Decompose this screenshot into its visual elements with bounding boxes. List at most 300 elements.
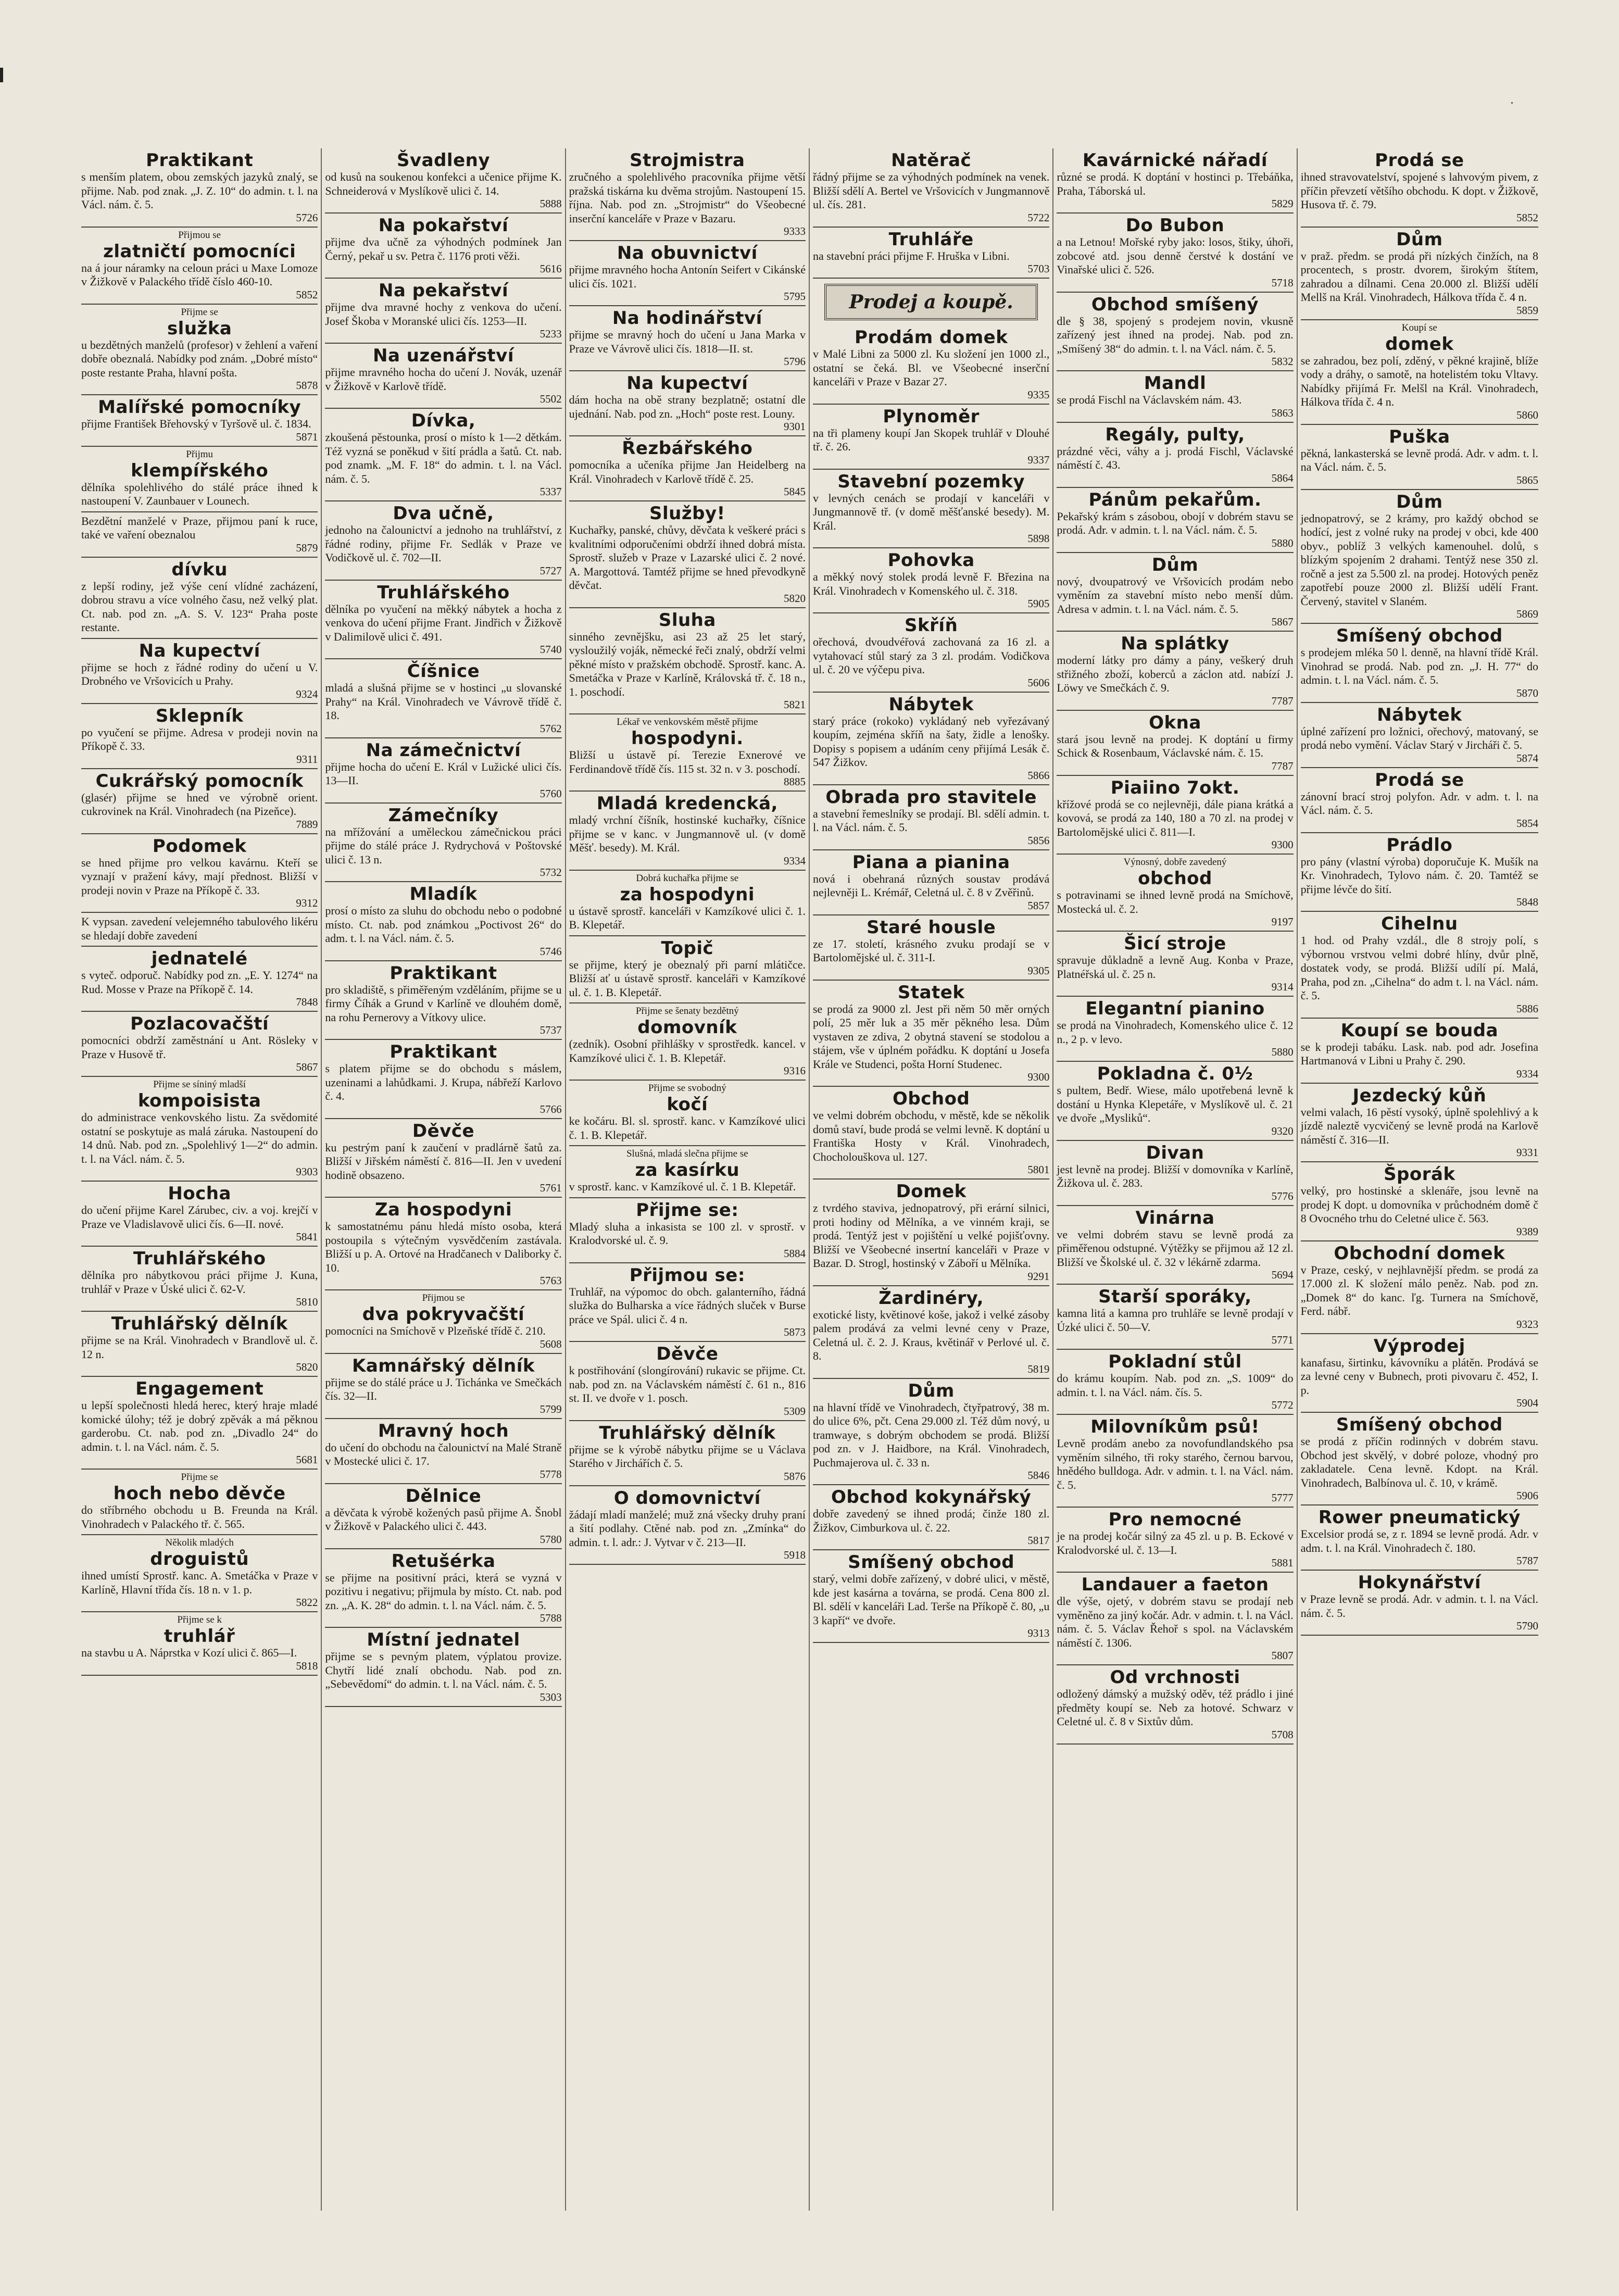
ad-number: 5772 xyxy=(1271,1399,1294,1411)
classified-ad xyxy=(813,325,1049,405)
ad-body: a na Letnou! Mořské ryby jako: losos, štiky, úhoři, zobcové atd. jsou denně čerstvé k dostání ve Vinařské ulici č. 526. xyxy=(1057,235,1294,276)
classified-ad xyxy=(569,501,806,608)
ad-heading: Dům xyxy=(1151,554,1199,575)
ad-number: 5906 xyxy=(1516,1489,1538,1502)
classified-ad xyxy=(569,714,806,792)
classified-ad xyxy=(325,1354,561,1419)
ad-number: 5771 xyxy=(1271,1334,1294,1346)
ad-body: na á jour náramky na celoun práci u Maxe Lomoze v Žižkově v Palackého třídě číslo 460-10. xyxy=(81,261,318,288)
ad-body: prázdné věci, váhy a j. prodá Fischl, Václavské náměstí č. 43. xyxy=(1057,444,1294,471)
ad-lead-in: Přijmou se xyxy=(422,1293,465,1303)
ad-body: dobře zavedený se ihned prodá; činže 180 zl. Žižkov, Cimburkova ul. č. 22. xyxy=(813,1507,1050,1534)
margin-mark xyxy=(0,68,3,82)
ad-number: 5864 xyxy=(1271,471,1294,484)
ad-heading: Okna xyxy=(1149,712,1201,733)
ad-heading: Přijme se: xyxy=(636,1199,739,1221)
ad-number: 5681 xyxy=(296,1453,318,1466)
ad-body: pomocníci obdrží zaměstnání u Ant. Rösleky v Praze v Husově tř. xyxy=(81,1034,318,1061)
ad-heading: Hokynářství xyxy=(1358,1572,1481,1593)
classified-ad xyxy=(1301,228,1538,320)
ad-body: do administrace venkovského listu. Za svědomité ostatní se poskytuje as malá záruka. Nastoupení do 14 dnů. Nab. pod zn. „Spolehlivý 1—2“ do admin. t. l. na Václ. nám. č. 5. xyxy=(81,1111,318,1165)
ad-number: 5880 xyxy=(1271,536,1294,549)
ad-number: 5616 xyxy=(539,262,562,275)
ad-heading: Milovníkům psů! xyxy=(1090,1416,1260,1437)
ad-heading: Skříň xyxy=(905,615,958,636)
ad-number: 5904 xyxy=(1516,1397,1538,1409)
ad-number: 5303 xyxy=(539,1690,562,1703)
ad-heading: Truhlářský dělník xyxy=(111,1313,288,1334)
ad-body: křížové prodá se co nejlevněji, dále piana krátká a kovová, se prodá za 140, 180 a 70 zl. na prodej v Bartolomějské ulici č. 811—I. xyxy=(1057,797,1294,838)
ad-heading: Starší sporáky, xyxy=(1098,1286,1252,1307)
ad-heading: služka xyxy=(167,318,232,339)
ad-heading: Pokladna č. 0½ xyxy=(1097,1063,1253,1084)
classified-ad xyxy=(1057,711,1293,776)
classified-ad xyxy=(813,785,1049,850)
ad-number: 5727 xyxy=(539,564,562,577)
classified-ad xyxy=(81,558,318,639)
classified-ad xyxy=(813,1087,1049,1180)
ad-body: starý práce (rokoko) vykládaný neb vyřezávaný koupím, zejména skříň na šaty, židle a lenošky. Dopisy s popisem a udáním ceny přijímá Lesák č. 547 Žižkov. xyxy=(813,714,1050,769)
ad-lead-in: Dobrá kuchařka přijme se xyxy=(636,872,739,884)
ad-heading: Podomek xyxy=(152,835,247,857)
ad-body: přijme mravného hocha Antonín Seifert v Cikánské ulici čís. 1021. xyxy=(569,263,806,290)
classified-ad xyxy=(1057,148,1293,214)
ad-heading: Plynoměr xyxy=(883,406,980,427)
ad-number: 9305 xyxy=(1027,964,1050,977)
classified-ad xyxy=(1057,1415,1293,1508)
classified-ad xyxy=(325,501,561,581)
ad-lead-in: Přijmu xyxy=(186,448,214,460)
ad-heading: Koupí se bouda xyxy=(1340,1020,1499,1041)
ad-heading: hoch nebo děvče xyxy=(113,1483,286,1504)
classified-ad xyxy=(1301,768,1538,833)
ad-body: v levných cenách se prodají v kanceláři v Jungmannově tř. (v domě měšťanské besedy). M. Král. xyxy=(813,491,1050,532)
ad-body: k postřihování (slongírování) rukavic se přijme. Ct. nab. pod zn. na Václavském náměstí č. 61 n., 816 st. II. ve dvoře v 1. posch. xyxy=(569,1364,806,1404)
ad-heading: Stavební pozemky xyxy=(837,471,1025,492)
ad-body: spravuje důkladně a levně Aug. Konba v Praze, Platnéřská ul. č. 25 n. xyxy=(1057,953,1294,981)
ad-number: 5848 xyxy=(1516,896,1538,908)
classified-ad xyxy=(1057,776,1293,855)
classified-ad xyxy=(813,470,1049,549)
ad-body: se přijme na positivní práci, která se vyzná v pozitivu i negativu; přijmula by místo. Ct. nab. pod zn. „A. K. 28“ do admin. t. l. na Václ. nám. č. 5. xyxy=(325,1571,562,1612)
ad-body: pomocníka a učeníka přijme Jan Heidelberg na Král. Vinohradech v Karlově třídě č. 25. xyxy=(569,458,806,485)
ad-number: 9337 xyxy=(1027,453,1050,466)
ad-body: v Praze, ceský, v nejhlavnější předm. se prodá za 17.000 zl. K složení málo peněz. Nab. pod zn. „Domek 8“ do kanc. ľg. Turnera na Smíchově, Ferd. nábř. xyxy=(1300,1263,1538,1318)
ad-body: přijme se s pevným platem, výplatou provize. Chytří lidé znalí obchodu. Nab. pod zn. „Sebevědomí“ do admin. t. l. na Václ. nám. č. 5. xyxy=(325,1650,562,1690)
ad-number: 9197 xyxy=(1271,915,1294,928)
ad-number: 9316 xyxy=(784,1064,806,1077)
ad-heading: Nábytek xyxy=(1377,704,1462,725)
ad-number: 5737 xyxy=(539,1024,562,1036)
ad-body: Pekařský krám s zásobou, obojí v dobrém stavu se prodá. Adr. v admin. t. l. na Václ. nám. č. 5. xyxy=(1057,509,1294,536)
ad-body: se přijme, který je obeznalý při parní mlátičce. Bližší ať u ústavě sprostř. kanceláři v Kamzíkové ul. č. 1. B. Klepetář. xyxy=(569,958,806,999)
ad-body: Excelsior prodá se, z r. 1894 se levně prodá. Adr. v adm. t. l. na Král. Vinohradech č. 180. xyxy=(1300,1527,1538,1554)
ad-body: dělníka pro nábytkovou práci přijme J. Kuna, truhlář v Praze v Úské ulici č. 62-V. xyxy=(81,1269,318,1296)
ad-number: 8885 xyxy=(784,775,806,788)
ad-number: 5761 xyxy=(539,1182,562,1194)
ad-number: 7889 xyxy=(296,818,318,831)
ad-number: 5898 xyxy=(1027,532,1050,545)
ad-heading: Pánům pekařům. xyxy=(1088,489,1262,510)
ad-body: odložený dámský a mužský oděv, též prádlo i jiné předměty koupí se. Neb za hotové. Schwarz v Celetné ul. č. 8 v Sixtův dům. xyxy=(1057,1687,1294,1728)
classified-ad xyxy=(813,1379,1049,1486)
ad-body: kanafasu, širtinku, kávovníku a plátěn. Prodává se za levné ceny v Bubnech, proti pivovaru č. 452, I. p. xyxy=(1300,1356,1538,1397)
classified-ad xyxy=(569,936,806,1004)
ad-lead-in: Lékař ve venkovském městě přijme xyxy=(617,717,758,727)
ad-heading: Přijmou se: xyxy=(629,1264,745,1286)
ad-body: nový, dvoupatrový ve Vršovicích prodám nebo vyměním za stavební místo nebo menší dům. Adresa v admin. t. l. na Václ. nám. č. 5. xyxy=(1057,574,1294,616)
ad-lead-in: Přijme se síniný mladší xyxy=(153,1079,246,1090)
ad-heading: Regály, pulty, xyxy=(1105,424,1245,445)
classified-ad xyxy=(1301,1571,1538,1636)
ad-heading: Engagement xyxy=(135,1378,264,1399)
ad-number: 5718 xyxy=(1271,276,1294,289)
ad-body: ořechová, dvoudvéřová zachovaná za 16 zl. a vytahovací stůl starý za 3 zl. prodám. Vodičkova ul. č. 20 ve výčepu piva. xyxy=(813,635,1050,676)
ad-body: jednopatrový, se 2 krámy, pro každý obchod se hodící, jest z volné ruky na prodej v obci, kde 400 obyv., poblíž 3 velkých kamenouhel. dolů, s blízkým spojením 2 drahami. Tentýž nese 350 zl. ročně a jest za 5.500 zl. na prodej. Hotových peněz zapotřebí pouze 2000 zl. Bližší udělí Frant. Červený, stavitel v Slaném. xyxy=(1300,511,1538,608)
classified-ad xyxy=(813,148,1049,228)
ad-heading: Na hodinářství xyxy=(612,308,762,329)
ad-heading: Smíšený obchod xyxy=(1336,1414,1503,1435)
ad-heading: Kavárnické nářadí xyxy=(1082,150,1268,171)
ad-heading: Elegantní pianino xyxy=(1085,998,1265,1019)
classified-ad xyxy=(1057,1350,1293,1415)
ad-number: 9323 xyxy=(1516,1318,1538,1331)
classified-ad xyxy=(1057,632,1293,711)
ad-heading: Rower pneumatický xyxy=(1318,1507,1521,1528)
ad-body: Kuchařky, panské, chůvy, děvčata k veškeré práci s kvalitními odporučeními obdrží ihned dobrá místa. Sprostř. služeb v Praze v Lazarské ulici č. 2 nové. A. Margottová. Tamtéž přijme se hned převodkyně děvčat. xyxy=(569,523,806,592)
ad-body: na tři plameny koupí Jan Skopek truhlář v Dlouhé tř. č. 26. xyxy=(813,426,1050,453)
ad-body: stará jsou levně na prodej. K doptání u firmy Schick & Rosenbaum, Václavské nám. č. 15. xyxy=(1057,732,1294,759)
ad-heading: Služby! xyxy=(649,503,725,524)
ad-body: z lepší rodiny, jež výše cení vlídné zacházení, dobrou stravu a více volného času, než velký plat. Ct. nab. pod zn. „A. S. V. 123“ Praha poste restante. xyxy=(81,579,318,634)
ad-heading: Dům xyxy=(908,1380,955,1401)
classified-ad xyxy=(1057,553,1293,632)
ad-number: 5857 xyxy=(1027,899,1050,912)
ad-body: prosí o místo za sluhu do obchodu nebo o podobné místo. Ct. nab. pod známkou „Poctivost 26“ do adm. t. l. na Václ. nám. č. 5. xyxy=(325,904,562,945)
ad-body: od kusů na soukenou konfekci a učenice přijme K. Schneiderová v Myslíkově ulici č. 14. xyxy=(325,170,562,197)
ad-body: se k prodeji tabáku. Lask. nab. pod adr. Josefina Hartmanová v Libni u Prahy č. 290. xyxy=(1300,1040,1538,1067)
ad-column-5 xyxy=(1053,148,1297,2211)
classified-ad xyxy=(569,792,806,871)
ad-body: přijme se k výrobě nábytku přijme se u Václava Starého v Jirchářích č. 5. xyxy=(569,1442,806,1470)
ad-number: 5865 xyxy=(1516,473,1538,486)
classified-ad xyxy=(1301,320,1538,425)
ad-heading: Na kupectví xyxy=(626,373,748,394)
ad-body: Bližší u ústavě pí. Terezie Exnerové ve Ferdinandově třídě čís. 115 st. 32 n. v 3. poschodí. xyxy=(569,748,806,775)
ad-heading: hospodyni. xyxy=(631,728,744,749)
ad-heading: Piana a pianina xyxy=(852,851,1010,873)
ad-number: 5874 xyxy=(1516,751,1538,764)
ad-number: 5876 xyxy=(784,1470,806,1483)
ad-number: 5722 xyxy=(1027,211,1050,224)
ad-number: 5778 xyxy=(539,1467,562,1481)
ad-heading: Číšnice xyxy=(407,661,480,682)
ad-body: dám hocha na obě strany bezplatně; ostatní dle ujednání. Nab. pod zn. „Hoch“ poste rest. Louny. xyxy=(569,393,806,420)
ad-heading: Na pekařství xyxy=(378,280,509,301)
ad-heading: Praktikant xyxy=(390,1042,497,1062)
ad-heading: Statek xyxy=(897,982,965,1003)
ad-number: 7787 xyxy=(1271,694,1294,707)
classified-ad xyxy=(1301,490,1538,624)
classified-ad xyxy=(1301,148,1538,228)
ad-body: zkoušená pěstounka, prosí o místo k 1—2 dětkám. Též vyzná se poněkud v šití prádla a šatů. Ct. nab. pod znamk. „M. F. 18“ do admin. t. l. na Václ. nám. č. 5. xyxy=(325,431,562,485)
ad-number: 5867 xyxy=(296,1061,318,1073)
ad-body: Truhlář, na výpomoc do obch. galanterního, řádná služka do Bulharska a více řádných sluček v Burse práce ve Spál. ulici č. 4 n. xyxy=(569,1285,806,1326)
ad-body: mladý vrchní číšník, hostinské kuchařky, číšnice přijme se v kanc. v Jungmannově ul. (v domě Měšť. besedy). M. Král. xyxy=(569,813,806,854)
classified-ad xyxy=(325,804,561,883)
ad-body: jednoho na čalounictví a jednoho na truhlářství, z řádné rodiny, přijme Fr. Sedlák v Praze ve Vodičkově ul. č. 702—II. xyxy=(325,523,562,564)
ad-number: 7787 xyxy=(1271,759,1294,772)
ad-heading: klempířského xyxy=(131,460,269,481)
classified-ad xyxy=(813,613,1049,693)
ad-heading: Švadleny xyxy=(396,150,490,171)
ad-heading: Na kupectví xyxy=(139,640,260,661)
ad-body: jest levně na prodej. Bližší v domovníka v Karlíně, Žižkova ul. č. 283. xyxy=(1057,1162,1294,1189)
ad-body: a stavební řemeslníky se prodají. Bl. sdělí admin. t. l. na Václ. nám. č. 5. xyxy=(813,807,1050,834)
ad-column-4 xyxy=(810,148,1053,2211)
classified-ads-page xyxy=(78,148,1541,2211)
classified-ad xyxy=(81,1182,318,1247)
ad-body: ku pestrým paní k zaučení v pradlárně šatů za. Bližší v Jiřském náměstí č. 816—II. Jen v uvedení hodině obsazeno. xyxy=(325,1140,562,1182)
classified-ad xyxy=(813,1550,1049,1643)
ad-body: dle výše, ojetý, v dobrém stavu se prodají neb vyměněno za jiný kočár. Adr. v admin. t. l. na Václ. nám. č. 5. Václav Řehoř s spol. na Václavském náměstí č. 1306. xyxy=(1057,1595,1294,1649)
ad-number: 7848 xyxy=(296,996,318,1008)
ad-lead-in: Slušná, mladá slečna přijme se xyxy=(626,1148,748,1159)
ad-heading: kompoisista xyxy=(137,1090,261,1111)
ad-number: 5337 xyxy=(539,485,562,498)
ad-body: do učení do obchodu na čalounictví na Malé Straně v Mostecké ulici č. 17. xyxy=(325,1440,562,1467)
ad-heading: Na pokařství xyxy=(378,215,509,236)
classified-ad xyxy=(1301,1162,1538,1241)
classified-ad xyxy=(81,1247,318,1312)
classified-ad xyxy=(1301,1334,1538,1413)
ad-body: úplné zařízení pro ložnici, ořechový, matovaný, se prodá nebo vymění. Václav Starý v Jircháři č. 5. xyxy=(1300,724,1538,751)
ad-column-6 xyxy=(1298,148,1541,2211)
classified-ad xyxy=(1057,214,1293,293)
ad-heading: Žardinéry, xyxy=(878,1287,984,1309)
ad-lead-in: Přijme se xyxy=(181,306,218,318)
classified-ad xyxy=(569,371,806,436)
classified-ad xyxy=(325,1628,561,1707)
classified-ad xyxy=(569,1081,806,1146)
ad-body: přijme se do stálé práce u J. Tichánka ve Smečkách čís. 32—II. xyxy=(325,1375,562,1402)
ad-number: 5881 xyxy=(1271,1557,1294,1569)
ad-number: 5763 xyxy=(539,1274,562,1287)
ad-number: 9333 xyxy=(784,225,806,237)
ad-heading: Truhlářského xyxy=(377,582,510,603)
classified-ad xyxy=(81,769,318,834)
classified-ad xyxy=(81,639,318,704)
classified-ad xyxy=(813,981,1049,1087)
ad-body: u bezdětných manželů (profesor) v žehlení a vaření dobře obeznalá. Nabídky pod znám. „Dobré místo“ poste restante Praha, hlavní pošta. xyxy=(81,338,318,379)
ad-heading: Cihelnu xyxy=(1381,913,1458,934)
ad-body: pro skladiště, s přiměřeným vzděláním, přijme se u firmy Číhák a Grund v Karlíně ve dlouhém domě, na rohu Pernerovy a Vítkovy ulice. xyxy=(325,983,562,1024)
classified-ad xyxy=(81,1012,318,1077)
ad-body: dle § 38, spojený s prodejem novin, vkusně zařízený jest ihned na prodej. Nab. pod zn. „Smíšený 38“ do admin. t. l. na Václ. nám. č. 5. xyxy=(1057,314,1294,355)
classified-ad xyxy=(325,1549,561,1628)
classified-ad xyxy=(1301,912,1538,1019)
classified-ad xyxy=(569,306,806,371)
classified-ad xyxy=(325,961,561,1040)
corner-mark: . xyxy=(1510,91,1514,107)
ad-body: se prodá na Vinohradech, Komenského ulice č. 12 n., 2 p. v levo. xyxy=(1057,1019,1294,1046)
classified-ad xyxy=(81,704,318,769)
ad-body: 1 hod. od Prahy vzdál., dle 8 strojy polí, s výbornou vrstvou velmi dobré hlíny, dvůr plně, dostatek vody, se prodá. Bližší udílí pí. Malá, Praha, pod zn. „Cihelna“ do adm t. l. na Václ. nám. č. 5. xyxy=(1300,934,1538,1002)
ad-body: z tvrdého staviva, jednopatrový, při erární silnici, proti hodiny od Mělníka, a ve vinném kraji, se prodá. Tentýž jest v pojištění u velké pojišťovny. Bližší ve Všeobecné insertní kanceláři v Praze v Bazar. D. Strogl, hostinský v Záboří u Mělníka. xyxy=(813,1201,1050,1270)
classified-ad xyxy=(81,834,318,913)
ad-number: 9311 xyxy=(296,752,318,766)
classified-ad xyxy=(1301,1019,1538,1084)
ad-number: 5799 xyxy=(539,1402,562,1415)
ad-heading: Obchod xyxy=(893,1088,970,1109)
ad-number: 5694 xyxy=(1271,1269,1294,1281)
ad-body: do učení přijme Karel Zárubec, civ. a voj. krejčí v Praze ve Vladislavově ulici čís. 6—II. nové. xyxy=(81,1203,318,1231)
ad-heading: Od vrchnosti xyxy=(1110,1667,1240,1688)
ad-heading: Domek xyxy=(896,1181,967,1202)
classified-ad xyxy=(1057,855,1293,932)
classified-ad xyxy=(325,279,561,344)
classified-ad xyxy=(325,148,561,214)
classified-ad xyxy=(813,1485,1049,1550)
ad-body: v Praze levně se prodá. Adr. v admin. t. l. na Václ. nám. č. 5. xyxy=(1300,1592,1538,1620)
ad-heading: Puška xyxy=(1389,426,1450,447)
ad-number: 5746 xyxy=(539,945,562,958)
classified-ad xyxy=(569,241,806,306)
classified-ad xyxy=(569,1342,806,1421)
ad-body: přijme dva mravné hochy z venkova do učení. Josef Škoba v Moranské ulici čís. 1253—II. xyxy=(325,300,562,328)
ad-body: přijme mravného hocha do učení J. Novák, uzenář v Žižkově v Karlově třídě. xyxy=(325,366,562,393)
ad-body: zánovní brací stroj polyfon. Adr. v adm. t. l. na Václ. nám. č. 5. xyxy=(1300,789,1538,817)
ad-body: sinného zevnějšku, asi 23 až 25 let starý, vysloužilý voják, německé řeči znalý, obdrží velmi pěkné místo v pražském obchodě. Sprostř. kanc. A. Smetáčka v Praze v Karlíně, Královská tř. č. 18 n., 1. poschodí. xyxy=(569,630,806,698)
classified-ad xyxy=(1057,1141,1293,1206)
ad-number: 5606 xyxy=(1027,676,1050,689)
ad-body: kamna litá a kamna pro truhláře se levně prodají v Úzké ulici č. 50—V. xyxy=(1057,1307,1294,1334)
ad-number: 5845 xyxy=(784,485,806,498)
classified-ad xyxy=(81,1377,318,1470)
ad-lead-in: Několik mladých xyxy=(165,1537,234,1548)
classified-ad xyxy=(325,581,561,660)
ad-heading: Mladík xyxy=(409,884,478,905)
ad-number: 5726 xyxy=(296,211,318,224)
ad-heading: Hocha xyxy=(168,1183,231,1204)
ad-heading: Nábytek xyxy=(888,694,974,715)
classified-ad xyxy=(81,1312,318,1377)
ad-heading: Šporák xyxy=(1384,1164,1455,1185)
classified-ad xyxy=(81,913,318,947)
ad-body: přijme se mravný hoch do učení u Jana Marka v Praze ve Vávrově ulici čís. 1818—II. st. xyxy=(569,328,806,355)
ad-number: 5233 xyxy=(539,328,562,340)
classified-ad xyxy=(813,693,1049,785)
ad-number: 5807 xyxy=(1271,1649,1294,1662)
ad-heading: Jezdecký kůň xyxy=(1352,1085,1487,1106)
classified-ad xyxy=(81,228,318,305)
ad-body: se hned přijme pro velkou kavárnu. Kteří se vyznají v pražení kávy, mají přednost. Bližší v prodeji novin v Praze na Příkopě č. 33. xyxy=(81,856,318,897)
ad-body: velký, pro hostinské a sklenáře, jsou levně na prodej K dopt. u domovníka v průchodném domě č 8 Ovocného trhu do Celetné ulice č. 563. xyxy=(1300,1184,1538,1225)
ad-body: v Malé Libni za 5000 zl. Ku složení jen 1000 zl., ostatní se čeká. Bl. ve Všeobecné inserční kanceláři v Praze v Bazar 27. xyxy=(813,347,1050,388)
classified-ad xyxy=(569,1263,806,1343)
ad-number: 5822 xyxy=(296,1596,318,1609)
ad-number: 5859 xyxy=(1516,304,1538,317)
ad-heading: Truhlářský dělník xyxy=(599,1422,776,1444)
ad-heading: Truhláře xyxy=(888,229,974,250)
classified-ad xyxy=(325,1198,561,1290)
ad-body: s prodejem mléka 50 l. denně, na hlavní třídě Král. Vinohrad se prodá. Nab. pod zn. „J. H. 77“ do admin. t. l. na Václ. nám. č. 5. xyxy=(1300,646,1538,686)
ad-heading: Mandl xyxy=(1144,373,1207,394)
ad-body: pro pány (vlastní výroba) doporučuje K. Mušík na Kr. Vinohradech, Tylovo nám. č. 20. Tamtéž se přijme lévče do šití. xyxy=(1300,855,1538,896)
classified-ad xyxy=(1301,1413,1538,1505)
ad-number: 5871 xyxy=(296,430,318,443)
ad-number: 5732 xyxy=(539,866,562,879)
ad-heading: Za hospodyni xyxy=(374,1199,512,1220)
classified-ad xyxy=(81,447,318,512)
ad-body: pomocníci na Smíchově v Plzeňské třídě č. 210. xyxy=(325,1324,546,1337)
ad-body: do krámu koupím. Nab. pod zn. „S. 1009“ do admin. t. l. na Václ. nám. čís. 5. xyxy=(1057,1372,1294,1399)
ad-number: 5820 xyxy=(784,592,806,605)
ad-body: ve velmi dobrém stavu se levně prodá za přiměřenou odstupné. Výtěžky se přijmou až 12 zl. Bližší ve Školské ul. č. 32 v lékárně zdarma. xyxy=(1057,1227,1294,1269)
ad-heading: Pro nemocné xyxy=(1108,1509,1242,1530)
ad-body: nová i obehraná různých soustav prodává nejlevněji L. Krémář, Celetná ul. č. 8 v Zvěřinů. xyxy=(813,872,1050,899)
ad-body: (glasér) přijme se hned ve výrobně orient. cukrovinek na Král. Vinohradech (na Pizeňce). xyxy=(81,791,318,818)
ad-heading: domek xyxy=(1385,333,1454,355)
classified-ad xyxy=(325,882,561,961)
ad-number: 5762 xyxy=(539,722,562,735)
ad-heading: Divan xyxy=(1146,1142,1204,1163)
ad-body: na stavební práci přijme F. Hruška v Libni. xyxy=(813,249,1010,262)
ad-number: 5884 xyxy=(784,1247,806,1260)
ad-number: 5821 xyxy=(784,698,806,711)
ad-body: dělníka po vyučení na měkký nábytek a hocha z venkova do učení přijme Frant. Jindřich v Žižkově v Dalimilově ulici č. 491. xyxy=(325,602,562,643)
classified-ad xyxy=(81,512,318,558)
ad-number: 5795 xyxy=(784,290,806,303)
classified-ad xyxy=(569,1486,806,1565)
ad-heading: domovník xyxy=(637,1017,737,1038)
classified-ad xyxy=(81,1612,318,1676)
ad-number: 5860 xyxy=(1516,408,1538,421)
classified-ad xyxy=(1301,624,1538,703)
ad-body: se zahradou, bez polí, zděný, v pěkné krajině, blíže vody a dráhy, o samotě, na hotelistém toku Vltavy. Nabídky přijímá Fr. Melšl na Král. Vinohradech, Hálkova třída č. 4 n. xyxy=(1300,354,1538,408)
ad-number: 9300 xyxy=(1027,1071,1050,1083)
ad-heading: Pohovka xyxy=(887,550,975,571)
classified-ad xyxy=(1057,1508,1293,1573)
ad-number: 5866 xyxy=(1027,769,1050,782)
ad-lead-in: Koupí se xyxy=(1401,322,1437,333)
ad-heading: Mravný hoch xyxy=(378,1420,509,1441)
ad-number: 5918 xyxy=(784,1549,806,1561)
classified-ad xyxy=(813,548,1049,613)
ad-heading: Obchod kokynářský xyxy=(831,1487,1032,1508)
ad-body: exotické listy, květinové koše, jakož i velké zásoby palem prodává za velmi levné ceny v Praze, Celetná ul. č. 2. J. Kraus, květinář v Perlové ul. č. 8. xyxy=(813,1308,1050,1362)
ad-body: Bezdětní manželé v Praze, přijmou paní k ruce, také ve vaření obeznalou xyxy=(81,514,318,541)
classified-ad xyxy=(1057,423,1293,488)
ad-body: v sprostř. kanc. v Kamzíkové ul. č. 1 B. Klepetář. xyxy=(569,1180,796,1193)
ad-body: zručného a spolehlivého pracovníka přijme větší pražská tiskárna ku dvěma strojům. Nastoupení 15. října. Nab. pod zn. „Strojmistr“ do Všeobecné inserční kanceláře v Praze v Bazaru. xyxy=(569,170,806,225)
classified-ad xyxy=(569,148,806,241)
ad-number: 5780 xyxy=(539,1533,562,1546)
ad-body: na hlavní třídě ve Vinohradech, čtyřpatrový, 38 m. do ulice 6%, pčt. Cena 29.000 zl. Též dům nový, u tramwaye, s dobrým obchodem se prodá. Bližší pod zn. v J. Haidbore, na Král. Vinohradech, Puchmajerova ul. č. 33 n. xyxy=(813,1400,1050,1469)
ad-body: a děvčata k výrobě kožených pasů přijme A. Šnobl v Žižkově v Palackého ulici č. 443. xyxy=(325,1505,562,1533)
ad-number: 9300 xyxy=(1271,838,1294,851)
ad-heading: Obrada pro stavitele xyxy=(825,786,1037,808)
ad-number: 5870 xyxy=(1516,686,1538,699)
ad-heading: Malířské pomocníky xyxy=(98,397,302,418)
ad-body: mladá a slušná přijme se v hostinci „u slovanské Prahy“ na Král. Vinohradech ve Vávrově třídě č. 18. xyxy=(325,681,562,722)
classified-ad xyxy=(569,1198,806,1263)
ad-heading: dívku xyxy=(171,559,228,580)
ad-body: ze 17. století, krásného zvuku prodají se v Bartolomějské ul. č. 311-I. xyxy=(813,937,1050,964)
ad-number: 5818 xyxy=(296,1659,318,1672)
ad-body: se prodá z příčin rodinných v dobrém stavu. Obchod jest skvělý, v dobré poloze, vhodný pro zakladatele. Cena levně. Kdopt. na Král. Vinohradech, Balbínova ul. č. 10, v krámě. xyxy=(1300,1435,1538,1489)
ad-heading: droguistů xyxy=(150,1549,249,1570)
